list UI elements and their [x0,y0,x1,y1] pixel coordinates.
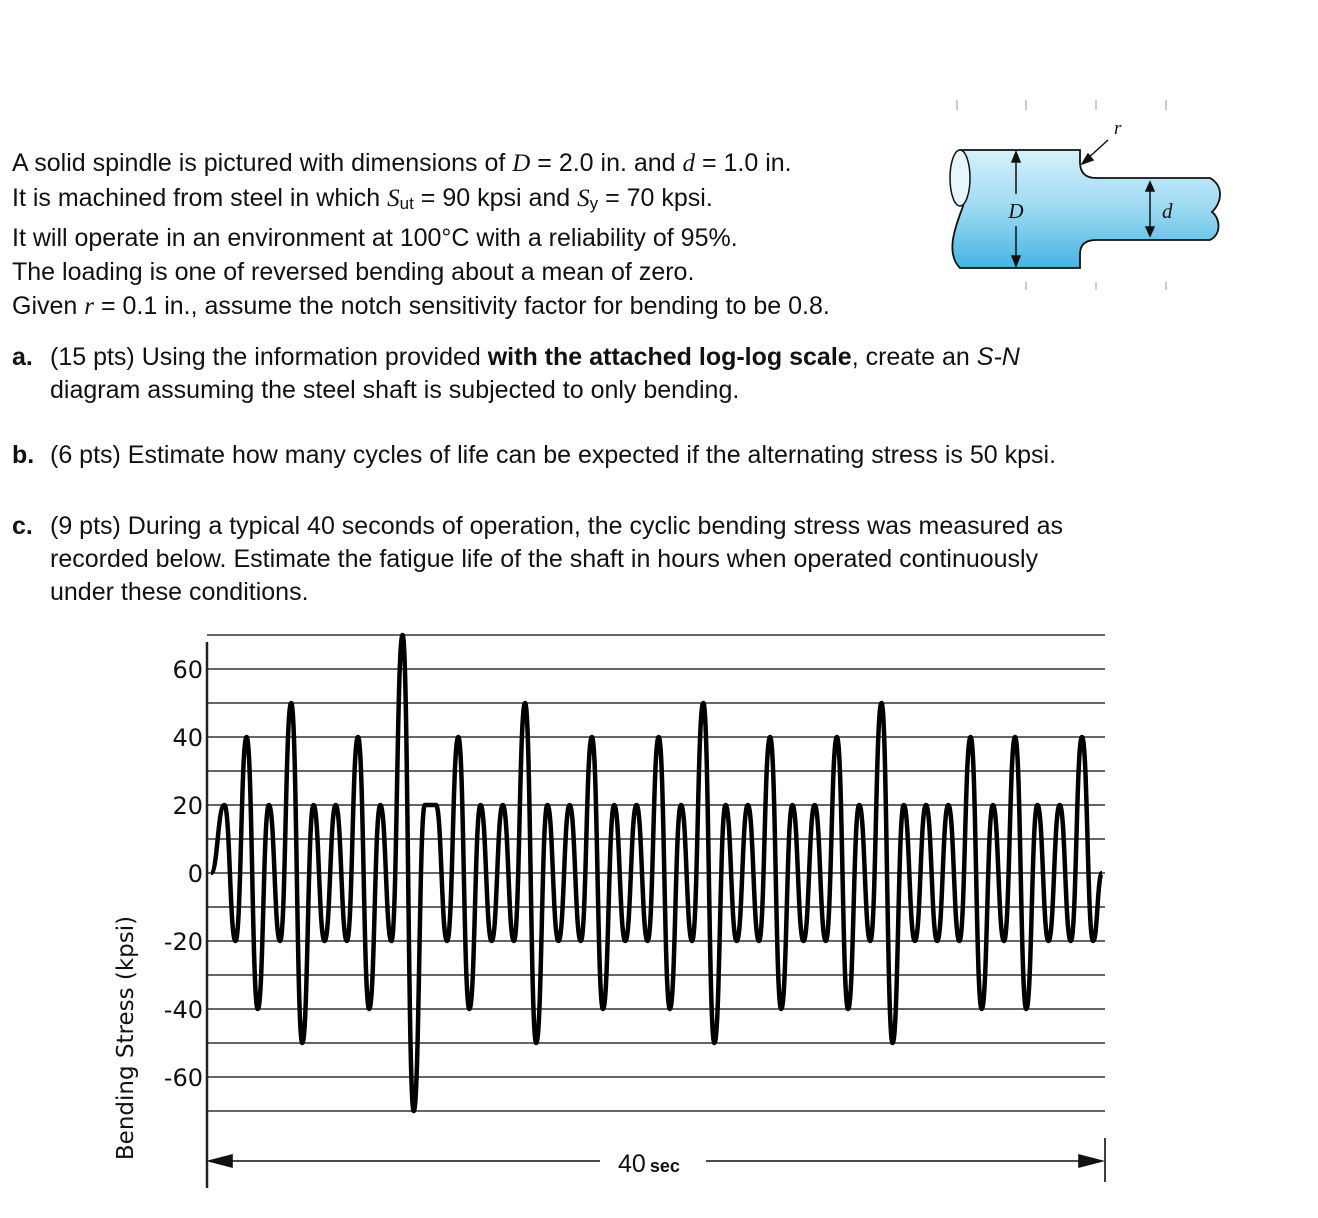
symbol-r: r [84,293,94,320]
symbol-d: d [682,150,696,177]
symbol-Sy: S [577,185,590,212]
dimension-d-label: d [1162,199,1173,223]
y-tick-label: -40 [163,996,203,1024]
fillet-radius-leader [1082,140,1108,164]
question-a-emphasis: with the attached log-log scale [487,343,852,371]
given-line-4: The loading is one of reversed bending about a mean of zero. [12,258,695,286]
symbol-Sut: S [387,185,400,212]
y-tick-labels [164,656,203,1092]
question-b-label: b. [12,441,35,469]
y-tick-label: 20 [172,792,203,820]
question-c-line-2: recorded below. Estimate the fatigue life of the shaft in hours when operated continuously [50,545,1039,573]
y-tick-label: -20 [163,928,203,956]
question-a-label: a. [12,343,33,371]
problem-statement [12,146,830,324]
question-a-line-1: a. (15 pts) Using the information provided with the attached log-log scale, create an S-N [12,341,1020,374]
y-tick-label: 60 [172,656,203,684]
given-line-3: It will operate in an environment at 100°C with a reliability of 95%. [12,224,738,252]
duration-label: 40 sec [618,1150,680,1178]
question-c-line-1: c. (9 pts) During a typical 40 seconds of operation, the cyclic bending stress was measured as [12,510,1063,543]
shaft-diagram [940,94,1230,294]
shaft-end-face [950,150,970,206]
y-tick-label: 0 [187,860,203,888]
question-a-line-2: diagram assuming the steel shaft is subjected to only bending. [50,376,740,404]
y-tick-label: -60 [163,1064,203,1092]
question-c-label: c. [12,512,33,540]
y-tick-label: 40 [172,724,203,752]
dimension-D-label: D [1008,199,1024,223]
given-line-1: A solid spindle is pictured with dimensions of D = 2.0 in. and d = 1.0 in. [12,149,792,177]
fillet-radius-label: r [1114,118,1122,139]
question-b [12,439,1056,472]
question-c [12,510,1063,609]
question-b-text: (6 pts) Estimate how many cycles of life can be expected if the alternating stress is 50 kpsi. [50,441,1057,469]
question-a [12,341,1020,407]
given-line-5: Given r = 0.1 in., assume the notch sensitivity factor for bending to be 0.8. [12,292,830,320]
symbol-D: D [512,150,531,177]
question-c-line-3: under these conditions. [50,578,309,606]
y-axis-label: Bending Stress (kpsi) [113,915,139,1161]
given-line-2: It is machined from steel in which Sut = 90 kpsi and Sy = 70 kpsi. [12,184,713,213]
shaft-body [952,150,1220,268]
bending-stress-chart [0,630,1318,1218]
duration-unit: sec [649,1156,680,1176]
